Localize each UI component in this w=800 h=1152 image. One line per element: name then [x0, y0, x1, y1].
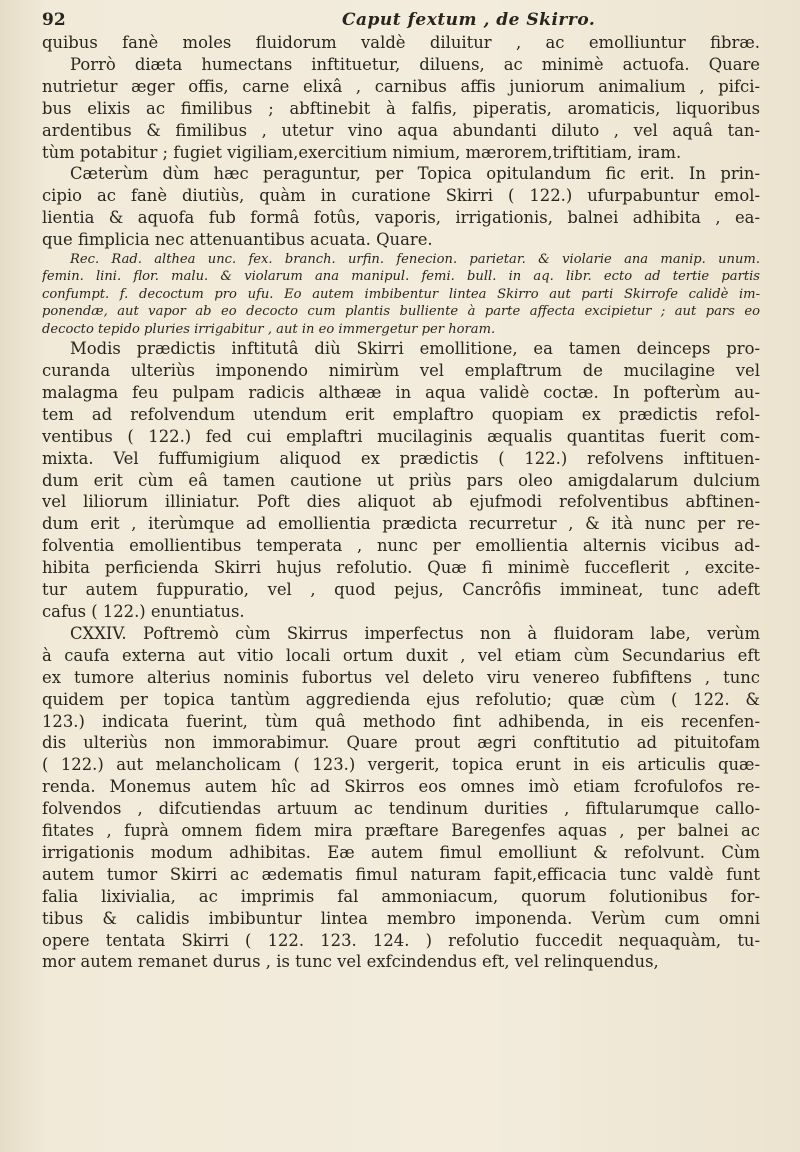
text-line: autem tumor Skirri ac ædematis fimul naturam fapit,efficacia tunc valdè funt [42, 864, 760, 884]
text-line: tùm potabitur ; fugiet vigiliam,exercitium nimium, mærorem,triftitiam, iram. [42, 142, 682, 162]
recipe-line: decocto tepido pluries irrigabitur , aut in eo immergetur per horam. [42, 321, 496, 337]
text-line: tur autem fuppuratio, vel , quod pejus, Cancrôfis immineat, tunc adeft [42, 580, 760, 600]
recipe-line: Rec. Rad. althea unc. fex. branch. urfin. fenecion. parietar. & violarie ana manip. unum. [70, 252, 760, 268]
text-line: cafus ( 122.) enuntiatus. [42, 601, 245, 621]
text-line: lientia & aquofa fub formâ fotûs, vaporis, irrigationis, balnei adhibita , ea- [42, 208, 760, 228]
text-line: ex tumore alterius nominis fubortus vel deleto viru venereo fubfiftens , tunc [42, 667, 760, 687]
body-text [42, 32, 760, 973]
text-line: tibus & calidis imbibuntur lintea membro imponenda. Verùm cum omni [42, 908, 760, 928]
text-line: ventibus ( 122.) fed cui emplaftri mucilaginis æqualis quantitas fuerit com- [42, 426, 760, 446]
text-line: opere tentata Skirri ( 122. 123. 124. ) refolutio fuccedit nequaquàm, tu- [42, 930, 760, 950]
recipe-line: femin. lini. flor. malu. & violarum ana manipul. femi. bull. in aq. libr. ecto ad tertie partis [42, 269, 760, 285]
text-line: CXXIV. Poftremò cùm Skirrus imperfectus non à fluidoram labe, verùm [70, 623, 760, 643]
text-line: 123.) indicata fuerint, tùm quâ methodo fint adhibenda, in eis recenfen- [42, 711, 760, 731]
text-line: dum erit , iterùmque ad emollientia prædicta recurretur , & ità nunc per re- [42, 514, 760, 534]
text-line: folventia emollientibus temperata , nunc per emollientia alternis vicibus ad- [42, 536, 760, 556]
paragraph-3 [42, 338, 760, 623]
text-line: malagma feu pulpam radicis althææ in aqua validè coctæ. In pofterùm au- [42, 382, 760, 402]
page-number: 92 [42, 10, 66, 30]
running-head: Caput fextum , de Skirro. [342, 10, 596, 30]
text-line: dis ulteriùs non immorabimur. Quare prout ægri conftitutio ad pituitofam [42, 733, 760, 753]
text-line: vel liliorum illiniatur. Poft dies aliquot ab ejufmodi refolventibus abftinen- [42, 492, 760, 512]
text-line: tem ad refolvendum utendum erit emplaftro quopiam ex prædictis refol- [42, 404, 760, 424]
text-line: Cæterùm dùm hæc peraguntur, per Topica opitulandum fic erit. In prin- [70, 164, 760, 184]
text-line: ardentibus & fimilibus , utetur vino aqua abundanti diluto , vel aquâ tan- [42, 120, 760, 140]
text-line: quibus fanè moles fluidorum valdè diluitur , ac emolliuntur fibræ. [42, 33, 760, 52]
text-line: quidem per topica tantùm aggredienda ejus refolutio; quæ cùm ( 122. & [42, 689, 760, 709]
text-line: renda. Monemus autem hîc ad Skirros eos omnes imò etiam fcrofulofos re- [42, 777, 760, 797]
recipe-line: ponendæ, aut vapor ab eo decocto cum plantis bulliente à parte affecta excipietur ; aut pars eo [42, 304, 760, 320]
text-line: bus elixis ac fimilibus ; abftinebit à falfis, piperatis, aromaticis, liquoribus [42, 98, 760, 118]
page-header [42, 10, 760, 32]
text-line: Modis prædictis inftitutâ diù Skirri emollitione, ea tamen deinceps pro- [70, 339, 760, 359]
text-line: irrigationis modum adhibitas. Eæ autem fimul emolliunt & refolvunt. Cùm [42, 842, 760, 862]
text-line: mixta. Vel fuffumigium aliquod ex prædictis ( 122.) refolvens inftituen- [42, 448, 760, 468]
paragraph-4 [42, 623, 760, 974]
text-line: curanda ulteriùs imponendo nimirùm vel emplaftrum de mucilagine vel [42, 361, 760, 380]
text-line: Porrò diæta humectans inftituetur, diluens, ac minimè actuofa. Quare [70, 54, 760, 74]
text-line: que fimplicia nec attenuantibus acuata. Quare. [42, 230, 433, 250]
text-line: falia lixivialia, ac imprimis fal ammoniacum, quorum folutionibus for- [42, 886, 760, 906]
text-line: ( 122.) aut melancholicam ( 123.) vergerit, topica erunt in eis articulis quæ- [42, 755, 760, 775]
text-line: hibita perficienda Skirri hujus refolutio. Quæ fi minimè fucceflerit , excite- [42, 558, 760, 578]
text-line: cipio ac fanè diutiùs, quàm in curatione Skirri ( 122.) ufurpabuntur emol- [42, 186, 760, 206]
text-line: mor autem remanet durus , is tunc vel exfcindendus eft, vel relinquendus, [42, 952, 659, 972]
text-line: fitates , fuprà omnem fidem mira præftare Baregenfes aquas , per balnei ac [42, 821, 760, 841]
recipe-line: confumpt. f. decoctum pro ufu. Eo autem imbibentur lintea Skirro aut parti Skirrofe calidè im- [42, 286, 760, 302]
text-line: à caufa externa aut vitio locali ortum duxit , vel etiam cùm Secundarius eft [42, 645, 760, 665]
recipe-block [42, 251, 760, 338]
text-line: dum erit cùm eâ tamen cautione ut priùs pars oleo amigdalarum dulcium [42, 470, 760, 490]
paragraph-2 [42, 163, 760, 251]
paragraph-1 [42, 32, 760, 163]
text-line: folvendos , difcutiendas artuum ac tendinum durities , fiftularumque callo- [42, 799, 760, 819]
text-line: nutrietur æger offis, carne elixâ , carnibus affis juniorum animalium , pifci- [42, 76, 760, 96]
